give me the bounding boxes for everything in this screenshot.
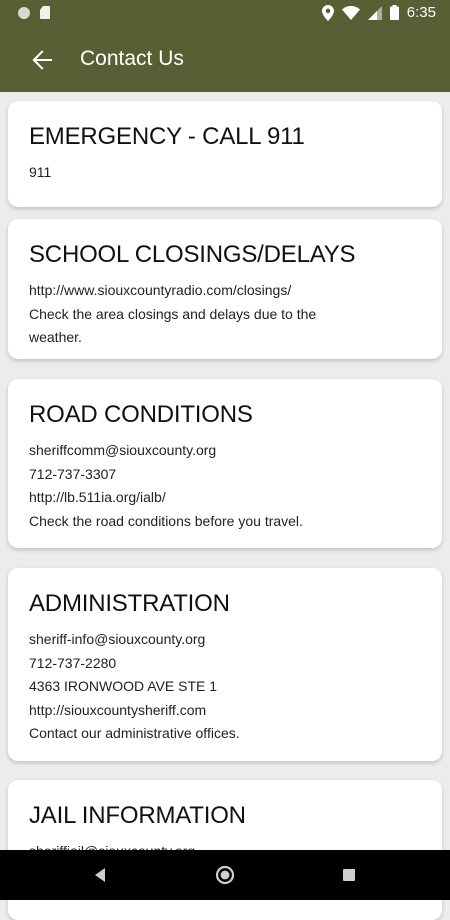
- triangle-back-icon: [92, 866, 108, 884]
- cell-signal-icon: [368, 6, 382, 20]
- battery-icon: [390, 5, 399, 20]
- contact-card-administration[interactable]: [8, 568, 442, 761]
- card-title: ROAD CONDITIONS: [29, 401, 253, 428]
- card-link[interactable]: http://siouxcountysheriff.com: [29, 701, 207, 718]
- contact-list[interactable]: [0, 92, 450, 850]
- card-email[interactable]: sheriff-info@siouxcounty.org: [29, 631, 206, 647]
- contact-card-road-conditions[interactable]: [8, 379, 442, 548]
- card-title: JAIL INFORMATION: [29, 802, 246, 829]
- app-bar: [0, 28, 450, 92]
- nav-home-button[interactable]: [215, 865, 235, 890]
- card-link[interactable]: http://www.siouxcountyradio.com/closings/: [29, 282, 292, 298]
- sd-card-icon: [40, 6, 50, 19]
- circle-home-icon: [215, 865, 235, 885]
- contact-card-school-closings[interactable]: [8, 219, 442, 359]
- square-recents-icon: [342, 868, 356, 882]
- notification-dot-icon: [18, 7, 30, 19]
- arrow-back-icon: [28, 46, 56, 74]
- contact-card-emergency[interactable]: [8, 101, 442, 207]
- card-title: ADMINISTRATION: [29, 590, 230, 617]
- card-link[interactable]: http://lb.511ia.org/ialb/: [29, 489, 166, 506]
- status-time: 6:35: [406, 4, 436, 21]
- card-description: weather.: [29, 329, 82, 346]
- card-email[interactable]: sheriffcomm@siouxcounty.org: [29, 442, 217, 458]
- card-phone[interactable]: 911: [29, 164, 52, 180]
- card-description: Contact our administrative offices.: [29, 725, 240, 742]
- card-description: Check the area closings and delays due to the: [29, 305, 317, 322]
- nav-recents-button[interactable]: [342, 868, 356, 887]
- card-address[interactable]: 4363 IRONWOOD AVE STE 1: [29, 678, 218, 695]
- card-title: EMERGENCY - CALL 911: [29, 123, 305, 150]
- card-description: Check the road conditions before you travel.: [29, 512, 303, 529]
- location-icon: [322, 5, 334, 21]
- back-button[interactable]: [28, 46, 56, 74]
- status-bar: [0, 0, 450, 28]
- wifi-icon: [342, 6, 360, 20]
- card-phone[interactable]: 712-737-2280: [29, 654, 117, 671]
- nav-back-button[interactable]: [92, 866, 108, 889]
- navigation-bar: [0, 850, 450, 900]
- card-phone[interactable]: 712-737-3307: [29, 465, 117, 482]
- page-title: Contact Us: [80, 47, 184, 70]
- card-title: SCHOOL CLOSINGS/DELAYS: [29, 241, 356, 268]
